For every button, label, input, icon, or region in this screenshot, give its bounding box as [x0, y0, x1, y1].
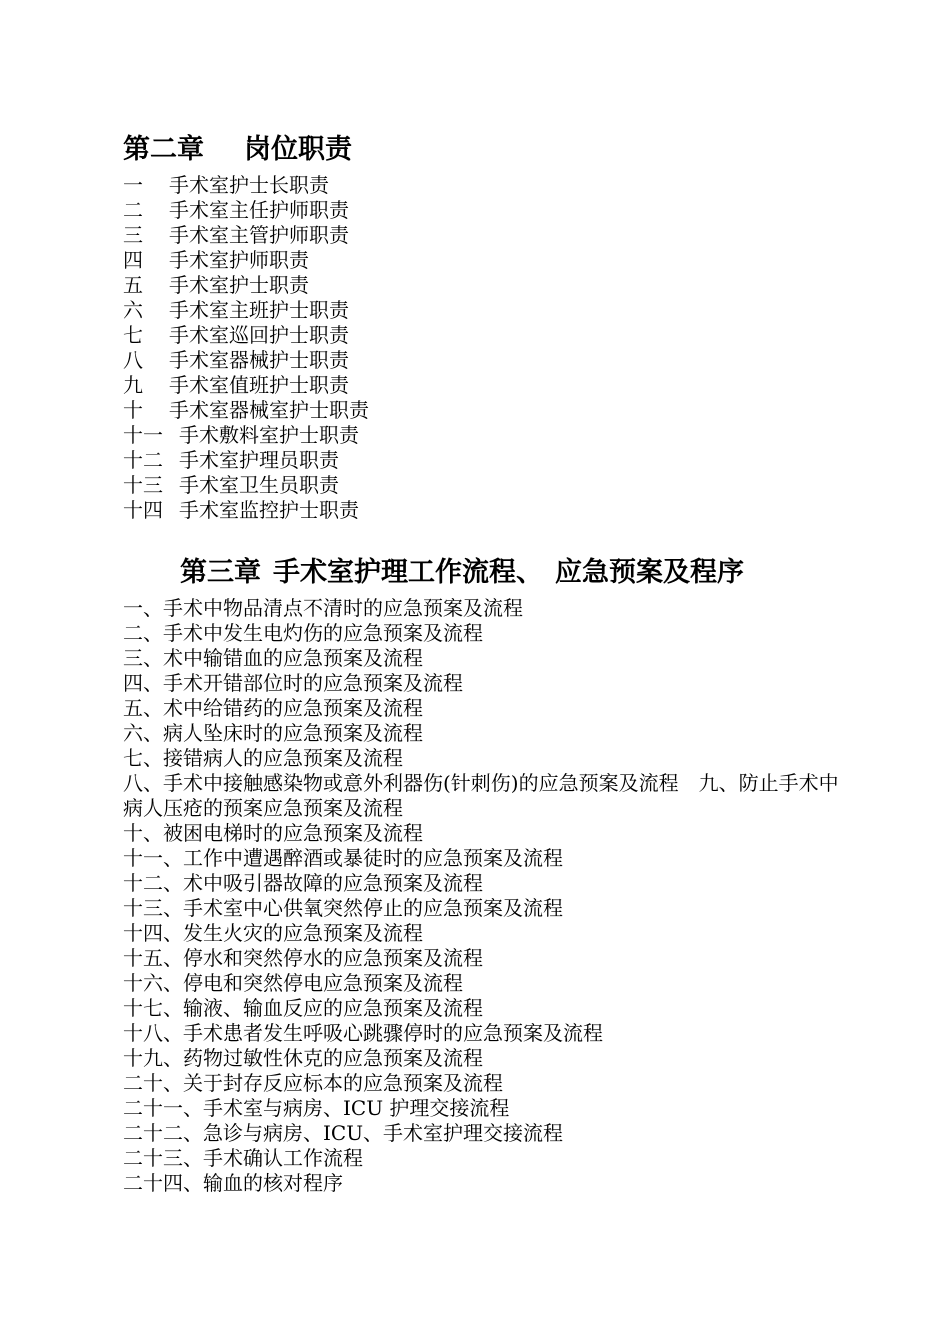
item-number: 十一	[123, 423, 163, 447]
item-number: 五	[123, 273, 143, 297]
item-number: 二	[123, 198, 143, 222]
list-item	[123, 323, 369, 348]
item-text: 手术室护士职责	[169, 273, 309, 297]
item-text: 手术室卫生员职责	[179, 473, 339, 497]
list-item: 十九、药物过敏性休克的应急预案及流程	[123, 1046, 483, 1070]
item-number: 九	[123, 373, 143, 397]
list-item	[123, 423, 369, 448]
chapter-3-title-part2: 应急预案及程序	[555, 557, 744, 588]
item-text: 手术室护理员职责	[179, 448, 339, 472]
item-text: 手术室主班护士职责	[169, 298, 349, 322]
item-number: 六	[123, 298, 143, 322]
list-item	[123, 273, 369, 298]
list-item	[123, 173, 369, 198]
item-text: 手术敷料室护士职责	[179, 423, 359, 447]
list-item	[123, 223, 369, 248]
item-number: 四	[123, 248, 143, 272]
list-item: 六、病人坠床时的应急预案及流程	[123, 721, 423, 745]
list-item: 二十三、手术确认工作流程	[123, 1146, 363, 1170]
list-item	[123, 448, 369, 473]
list-item: 五、术中给错药的应急预案及流程	[123, 696, 423, 720]
item-number: 三	[123, 223, 143, 247]
chapter-3-heading	[180, 556, 744, 590]
item-number: 十	[123, 398, 143, 422]
chapter-2-label: 第二章	[123, 134, 204, 165]
list-item: 二、手术中发生电灼伤的应急预案及流程	[123, 621, 483, 645]
list-item: 十七、输液、输血反应的应急预案及流程	[123, 996, 483, 1020]
list-item	[123, 348, 369, 373]
list-item: 十五、停水和突然停水的应急预案及流程	[123, 946, 483, 970]
list-item: 一、手术中物品清点不清时的应急预案及流程	[123, 596, 523, 620]
list-item	[123, 473, 369, 498]
chapter-3-list	[123, 596, 843, 1196]
item-text: 手术室主任护师职责	[169, 198, 349, 222]
list-item	[123, 498, 369, 523]
item-text: 手术室器械室护士职责	[169, 398, 369, 422]
list-item: 四、手术开错部位时的应急预案及流程	[123, 671, 463, 695]
item-text: 手术室巡回护士职责	[169, 323, 349, 347]
list-item: 十三、手术室中心供氧突然停止的应急预案及流程	[123, 896, 563, 920]
list-item: 十一、工作中遭遇醉酒或暴徒时的应急预案及流程	[123, 846, 563, 870]
list-item	[123, 298, 369, 323]
item-number: 十四	[123, 498, 163, 522]
list-item: 三、术中输错血的应急预案及流程	[123, 646, 423, 670]
chapter-2-list	[123, 173, 369, 523]
item-number: 七	[123, 323, 143, 347]
item-text: 手术室器械护士职责	[169, 348, 349, 372]
item-number: 十二	[123, 448, 163, 472]
list-item: 二十二、急诊与病房、ICU、手术室护理交接流程	[123, 1121, 564, 1145]
item-text: 手术室值班护士职责	[169, 373, 349, 397]
list-item	[123, 248, 369, 273]
list-item: 十六、停电和突然停电应急预案及流程	[123, 971, 463, 995]
list-item: 八、手术中接触感染物或意外利器伤(针刺伤)的应急预案及流程 九、防止手术中病人压疮的预案应急预案及流程	[123, 771, 839, 820]
list-item: 十八、手术患者发生呼吸心跳骤停时的应急预案及流程	[123, 1021, 603, 1045]
list-item: 二十四、输血的核对程序	[123, 1171, 343, 1195]
list-item	[123, 198, 369, 223]
item-text: 手术室主管护师职责	[169, 223, 349, 247]
item-text: 手术室监控护士职责	[179, 498, 359, 522]
item-number: 十三	[123, 473, 163, 497]
list-item	[123, 373, 369, 398]
list-item: 十四、发生火灾的应急预案及流程	[123, 921, 423, 945]
chapter-3-title-part1: 手术室护理工作流程、	[273, 557, 543, 588]
list-item: 七、接错病人的应急预案及流程	[123, 746, 403, 770]
item-text: 手术室护士长职责	[169, 173, 329, 197]
list-item	[123, 398, 369, 423]
item-text: 手术室护师职责	[169, 248, 309, 272]
item-number: 一	[123, 173, 143, 197]
chapter-2-heading	[123, 133, 352, 167]
item-number: 八	[123, 348, 143, 372]
chapter-2-title: 岗位职责	[244, 134, 352, 165]
list-item: 十、被困电梯时的应急预案及流程	[123, 821, 423, 845]
chapter-3-label: 第三章	[180, 557, 261, 588]
list-item: 二十、关于封存反应标本的应急预案及流程	[123, 1071, 503, 1095]
list-item: 二十一、手术室与病房、ICU 护理交接流程	[123, 1096, 510, 1120]
list-item: 十二、术中吸引器故障的应急预案及流程	[123, 871, 483, 895]
